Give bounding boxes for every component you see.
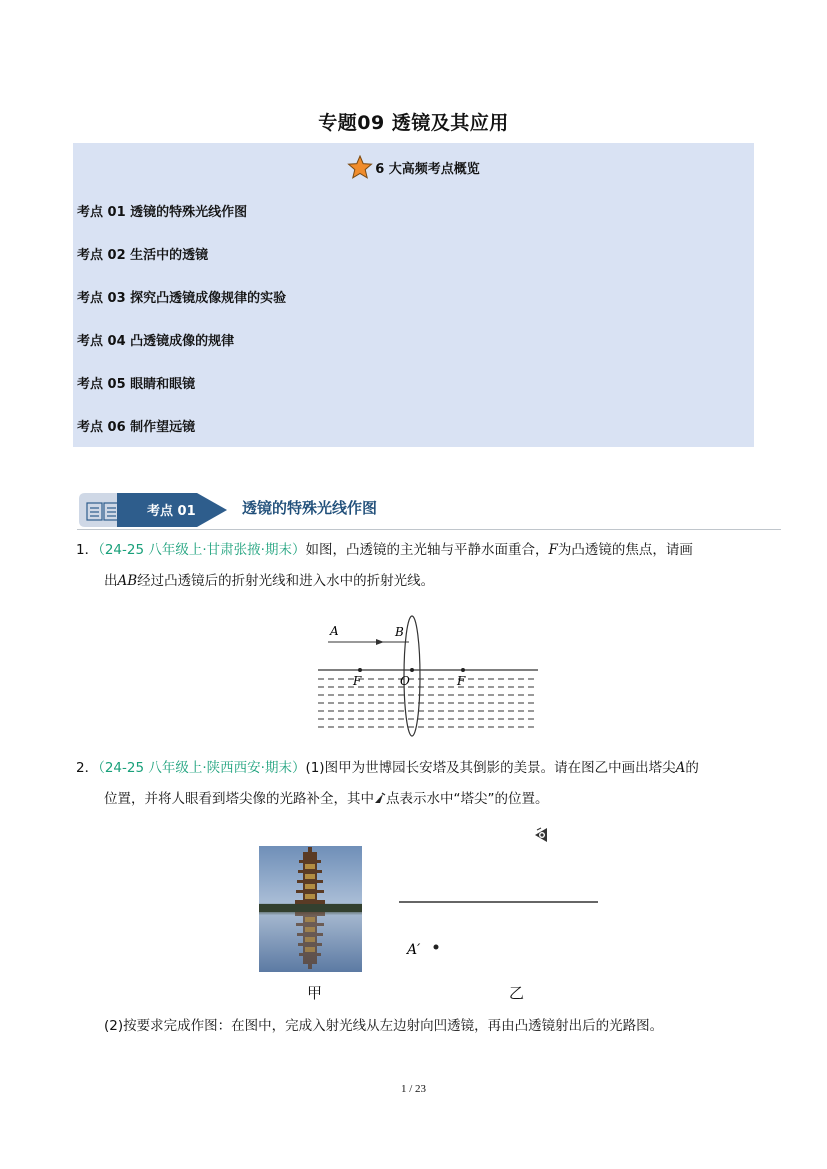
question-text: 点表示水中“塔尖”的位置。: [386, 791, 549, 807]
question-2: [76, 758, 766, 778]
overview-item: 考点 04 凸透镜成像的规律: [77, 334, 235, 349]
water-surface-figure: [398, 890, 600, 960]
question-2-line2: [104, 789, 754, 809]
lens-water-figure: [310, 613, 540, 738]
question-1: [76, 540, 756, 560]
label-b: B: [395, 625, 404, 639]
overview-item: 考点 06 制作望远镜: [77, 420, 196, 435]
overview-heading-text: 6 大高频考点概览: [375, 162, 480, 177]
label-a-prime: A′: [407, 942, 421, 958]
eye-icon: [533, 826, 553, 844]
question-text: 为凸透镜的焦点，请画: [557, 542, 693, 558]
point-a-prime: [434, 945, 439, 950]
question-text: 如图，凸透镜的主光轴与平静水面重合，: [305, 542, 549, 558]
overview-box: [73, 143, 754, 447]
overview-item: 考点 05 眼睛和眼镜: [77, 377, 196, 392]
label-a: A: [330, 624, 339, 638]
symbol-ab: AB: [117, 573, 138, 589]
question-text: 的: [685, 760, 699, 776]
label-f-left: F: [353, 674, 362, 688]
question-1-line2: [104, 571, 754, 591]
question-text: 位置，并将人眼看到塔尖像的光路补全，其中: [104, 791, 374, 807]
pagoda-photo: [259, 846, 362, 972]
overview-heading: [73, 155, 754, 179]
overview-item: 考点 01 透镜的特殊光线作图: [77, 205, 248, 220]
section-tag: 考点 01: [147, 504, 196, 519]
section-title: 透镜的特殊光线作图: [242, 499, 378, 517]
page-number: 1 / 23: [400, 1083, 427, 1095]
overview-item: 考点 02 生活中的透镜: [77, 248, 209, 263]
question-number: 1．: [76, 542, 99, 558]
question-source: （24-25 八年级上·陕西西安·期末）: [98, 760, 306, 776]
question-2-part2: (2)按要求完成作图：在图中，完成入射光线从左边射向凹透镜，再由凸透镜射出后的光路图。: [104, 1018, 664, 1034]
symbol-a: A: [675, 760, 686, 776]
question-number: 2．: [76, 760, 99, 776]
label-f-right: F: [457, 674, 466, 688]
page-title: 专题09 透镜及其应用: [318, 112, 509, 134]
star-icon: [347, 155, 373, 179]
question-text: 经过凸透镜后的折射光线和进入水中的折射光线。: [137, 573, 435, 589]
question-text: (1)图甲为世博园长安塔及其倒影的美景。请在图乙中画出塔尖: [305, 760, 676, 776]
overview-item: 考点 03 探究凸透镜成像规律的实验: [77, 291, 287, 306]
a-prime-mark-icon: [374, 792, 386, 804]
question-source: （24-25 八年级上·甘肃张掖·期末）: [98, 542, 306, 558]
question-text: 出: [104, 573, 118, 589]
caption-yi: 乙: [509, 984, 525, 1002]
symbol-f: F: [548, 542, 558, 558]
label-o: O: [400, 674, 410, 688]
caption-jia: 甲: [307, 984, 323, 1002]
